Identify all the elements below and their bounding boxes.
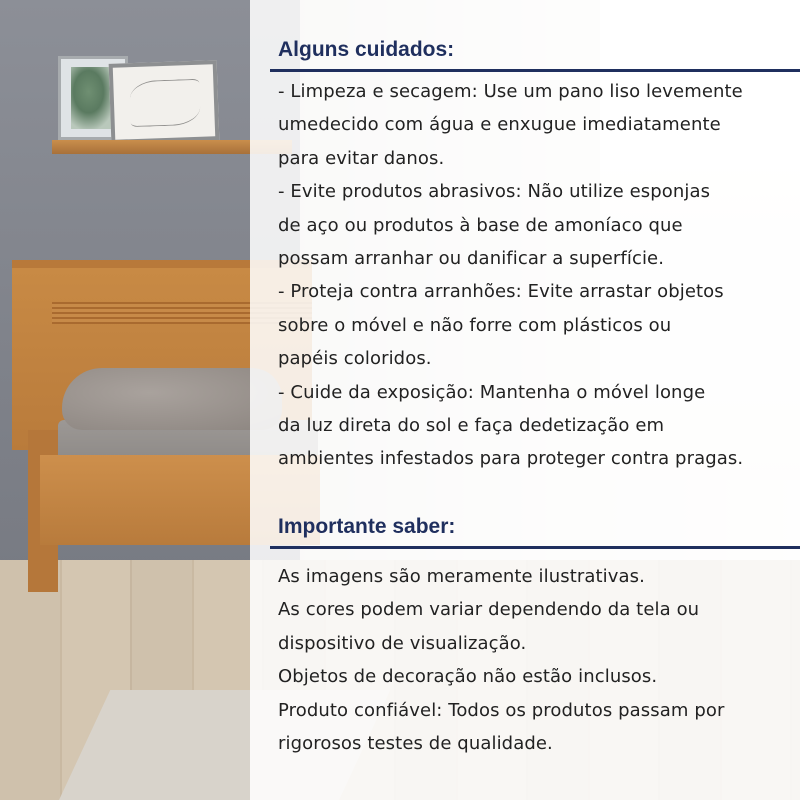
important-line: Objetos de decoração não estão inclusos. (278, 666, 658, 688)
important-line: As imagens são meramente ilustrativas. (278, 566, 645, 587)
care-heading-rule (270, 69, 800, 72)
care-line: de aço ou produtos à base de amoníaco que (278, 214, 683, 236)
important-heading-rule (270, 546, 800, 549)
important-list (278, 560, 724, 760)
important-line: rigorosos testes de qualidade. (278, 733, 553, 755)
care-line: sobre o móvel e não forre com plásticos ou (278, 314, 672, 336)
care-list (278, 75, 743, 476)
care-line: umedecido com água e enxugue imediatamente (278, 114, 721, 136)
care-line: possam arranhar ou danificar a superfície. (278, 248, 665, 270)
important-line: Produto confiável: Todos os produtos passam por (278, 699, 725, 721)
pillow (62, 368, 282, 430)
important-heading: Importante saber: (278, 515, 456, 538)
care-line: da luz direta do sol e faça dedetização em (278, 415, 665, 437)
care-line: para evitar danos. (278, 147, 445, 169)
care-heading: Alguns cuidados: (278, 38, 455, 61)
care-line: - Proteja contra arranhões: Evite arrastar objetos (278, 281, 724, 303)
care-line: - Evite produtos abrasivos: Não utilize esponjas (278, 181, 711, 203)
care-line: ambientes infestados para proteger contra pragas. (278, 448, 744, 470)
handwriting-picture-frame (109, 60, 220, 144)
important-line: dispositivo de visualização. (278, 632, 527, 654)
care-line: papéis coloridos. (278, 348, 432, 370)
care-line: - Cuide da exposição: Mantenha o móvel longe (278, 381, 706, 403)
handwriting-art (129, 79, 201, 127)
care-line: - Limpeza e secagem: Use um pano liso levemente (278, 81, 743, 102)
important-line: As cores podem variar dependendo da tela ou (278, 599, 700, 621)
